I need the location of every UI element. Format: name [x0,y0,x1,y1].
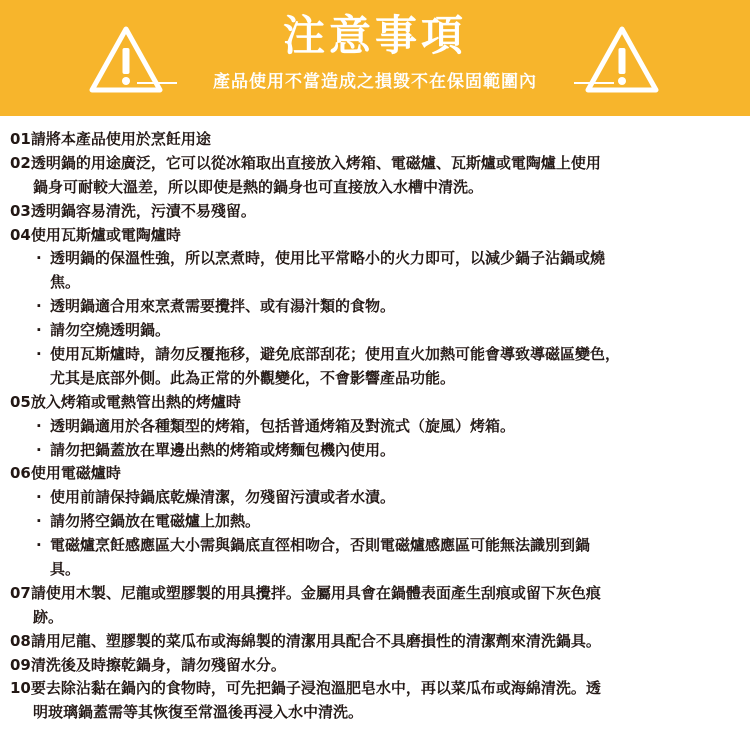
notice-item-continuation [0,701,750,725]
bullet-dot-icon: · [36,249,42,268]
notice-item-continuation [0,606,750,630]
page-subtitle: 產品使用不當造成之損毀不在保固範圍內 [213,72,537,92]
bullet-dot-icon: · [36,297,42,316]
notice-header [0,0,750,116]
notice-bullet-continuation [0,558,750,582]
notice-item-continuation [0,176,750,200]
notice-bullet [0,415,750,439]
notice-text: 使用瓦斯爐時，請勿反覆拖移，避免底部刮花；使用直火加熱可能會導致導磁區變色， [50,345,621,364]
notice-bullet [0,486,750,510]
notice-item [0,224,750,248]
divider [574,82,614,84]
notice-item [0,677,750,701]
notice-text: 電磁爐烹飪感應區大小需與鍋底直徑相吻合，否則電磁爐感應區可能無法識別到鍋 [50,536,591,555]
notice-item [0,128,750,152]
notice-text: 06使用電磁爐時 [10,464,121,483]
notice-bullet-continuation [0,367,750,391]
notice-text: 04使用瓦斯爐或電陶爐時 [10,225,181,244]
notice-bullet-continuation [0,271,750,295]
notice-bullet [0,343,750,367]
notice-text: 請勿把鍋蓋放在單邊出熱的烤箱或烤麵包機內使用。 [50,440,396,459]
notice-text: 明玻璃鍋蓋需等其恢復至常溫後再浸入水中清洗。 [33,703,364,722]
bullet-dot-icon: · [36,536,42,555]
notice-item [0,391,750,415]
notice-bullet [0,510,750,534]
notice-text: 具。 [50,560,81,579]
notice-bullet [0,534,750,558]
bullet-dot-icon: · [36,440,42,459]
notice-text: 01請將本產品使用於烹飪用途 [10,130,211,148]
notice-bullet [0,319,750,343]
bullet-dot-icon: · [36,416,42,435]
notice-text: 02透明鍋的用途廣泛，它可以從冰箱取出直接放入烤箱、電磁爐、瓦斯爐或電陶爐上使用 [10,153,601,172]
notice-text: 透明鍋的保溫性強，所以烹煮時，使用比平常略小的火力即可，以減少鍋子沾鍋或燒 [50,249,606,268]
notice-text: 透明鍋適合用來烹煮需要攪拌、或有湯汁類的食物。 [50,297,396,316]
notice-text: 10要去除沾黏在鍋內的食物時，可先把鍋子浸泡溫肥皂水中，再以菜瓜布或海綿清洗。透 [10,679,601,698]
notice-item [0,462,750,486]
notice-text: 09清洗後及時擦乾鍋身，請勿殘留水分。 [10,655,286,674]
notice-text: 跡。 [33,607,64,626]
bullet-dot-icon: · [36,512,42,531]
notice-text: 05放入烤箱或電熱管出熱的烤爐時 [10,392,241,411]
notice-item [0,200,750,224]
notice-text: 07請使用木製、尼龍或塑膠製的用具攪拌。金屬用具會在鍋體表面產生刮痕或留下灰色痕 [10,583,601,602]
bullet-dot-icon: · [36,321,42,340]
bullet-dot-icon: · [36,488,42,507]
notice-item [0,152,750,176]
notice-text: 使用前請保持鍋底乾燥清潔，勿殘留污漬或者水漬。 [50,488,396,507]
notice-text: 請勿空燒透明鍋。 [50,321,171,340]
notice-text: 08請用尼龍、塑膠製的菜瓜布或海綿製的清潔用具配合不具磨損性的清潔劑來清洗鍋具。 [10,631,601,650]
notice-item [0,654,750,678]
notice-text: 透明鍋適用於各種類型的烤箱，包括普通烤箱及對流式（旋風）烤箱。 [50,416,516,435]
notice-item [0,630,750,654]
notice-text: 03透明鍋容易清洗，污漬不易殘留。 [10,201,256,220]
page-title: 注意事項 [282,11,467,60]
notice-bullet [0,295,750,319]
notice-text: 請勿將空鍋放在電磁爐上加熱。 [50,512,261,531]
notice-bullet [0,439,750,463]
notice-list [0,128,750,725]
notice-item [0,582,750,606]
notice-bullet [0,247,750,271]
notice-text: 尤其是底部外側。此為正常的外觀變化，不會影響產品功能。 [50,368,456,387]
notice-text: 鍋身可耐較大溫差，所以即使是熱的鍋身也可直接放入水槽中清洗。 [33,177,484,196]
notice-text: 焦。 [50,273,81,292]
bullet-dot-icon: · [36,345,42,364]
